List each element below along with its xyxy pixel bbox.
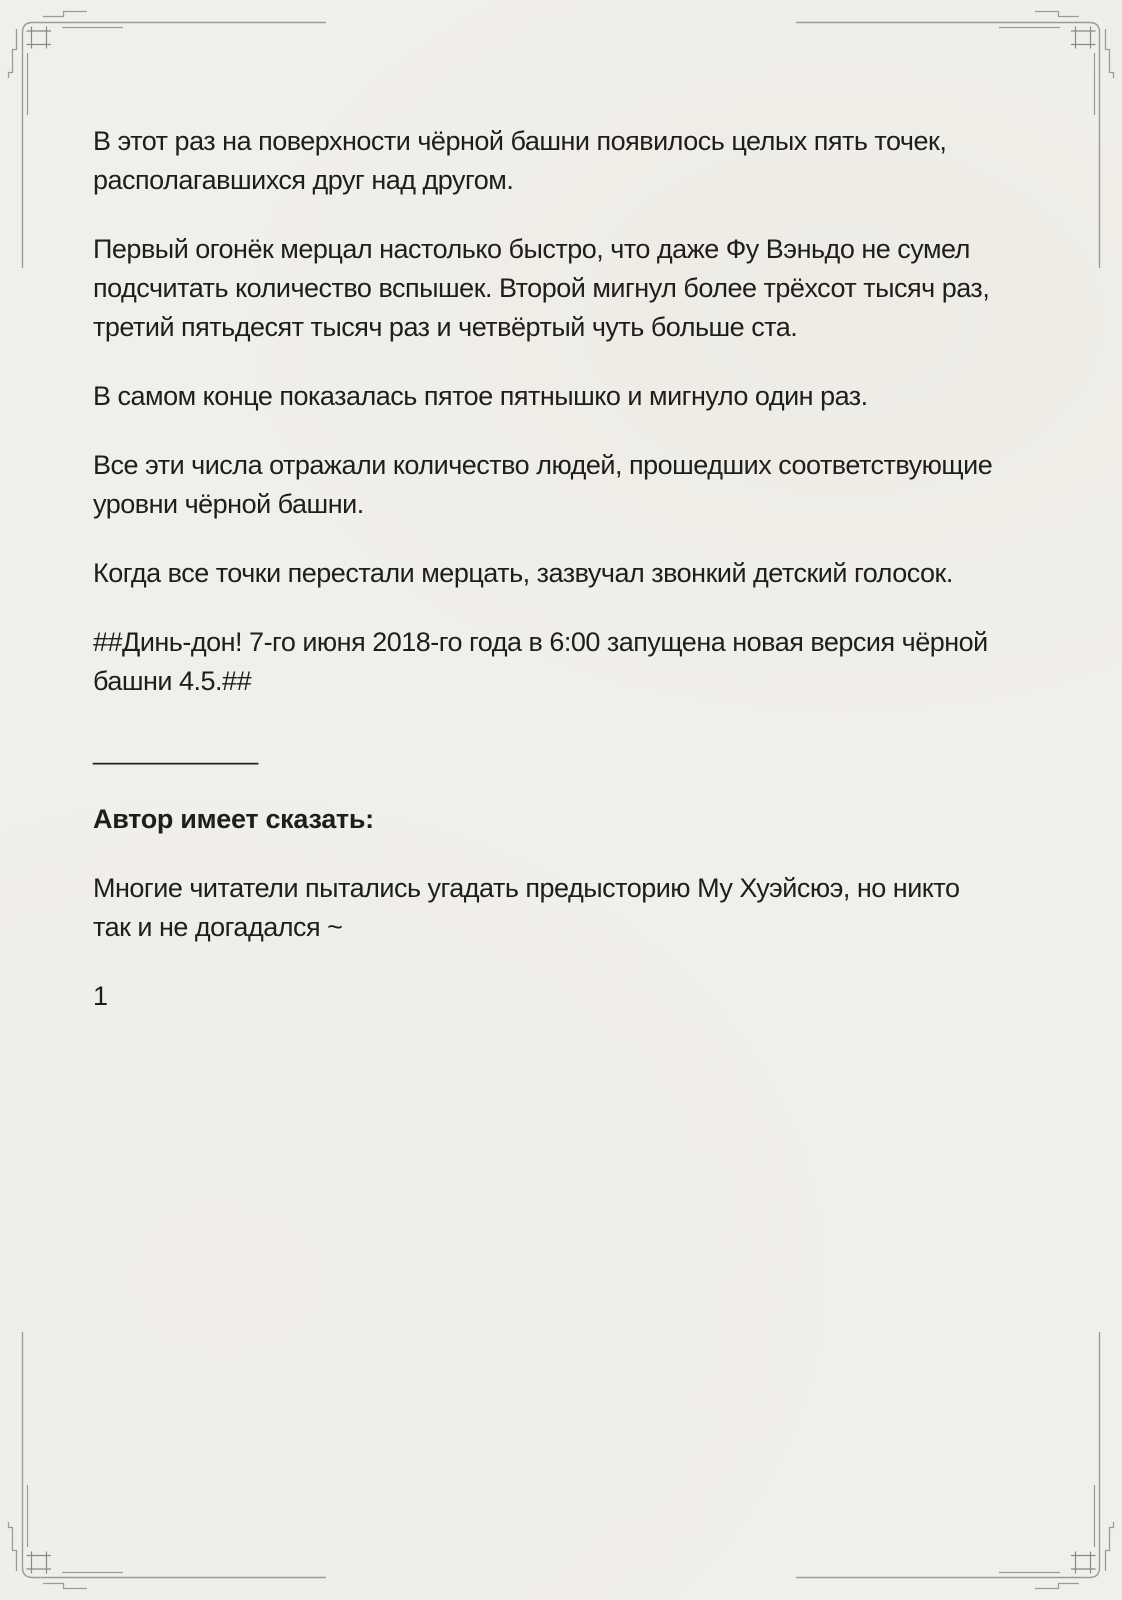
separator-line (93, 731, 1072, 770)
paragraph (93, 554, 1072, 593)
text-line: Многие читатели пытались угадать предысторию Му Хуэйсюэ, но никто (93, 873, 960, 903)
text-line: В самом конце показалась пятое пятнышко и мигнуло один раз. (93, 381, 868, 411)
text-line: уровни чёрной башни. (93, 489, 364, 519)
text-line: Первый огонёк мерцал настолько быстро, что даже Фу Вэньдо не сумел (93, 234, 970, 264)
text-line: так и не догадался ~ (93, 912, 343, 942)
text-line: Когда все точки перестали мерцать, зазвучал звонкий детский голосок. (93, 558, 953, 588)
page-number-text: 1 (93, 981, 108, 1011)
paragraph (93, 623, 1072, 701)
paragraph (93, 122, 1072, 200)
paragraph (93, 377, 1072, 416)
author-note-paragraph (93, 869, 1072, 947)
chapter-text (93, 122, 1072, 1046)
author-note-heading (93, 800, 1072, 839)
text-line: Все эти числа отражали количество людей, прошедших соответствующие (93, 450, 993, 480)
text-line: подсчитать количество вспышек. Второй мигнул более трёхсот тысяч раз, (93, 273, 990, 303)
text-line: располагавшихся друг над другом. (93, 165, 514, 195)
text-line: В этот раз на поверхности чёрной башни появилось целых пять точек, (93, 126, 947, 156)
heading-text: Автор имеет сказать: (93, 804, 374, 834)
paragraph (93, 446, 1072, 524)
page-number (93, 977, 1072, 1016)
text-line: третий пятьдесят тысяч раз и четвёртый чуть больше ста. (93, 312, 798, 342)
text-line: ##Динь-дон! 7-го июня 2018-го года в 6:00 запущена новая версия чёрной (93, 627, 988, 657)
text-line: башни 4.5.## (93, 666, 252, 696)
paragraph (93, 230, 1072, 347)
separator-text: ___________ (93, 735, 259, 765)
